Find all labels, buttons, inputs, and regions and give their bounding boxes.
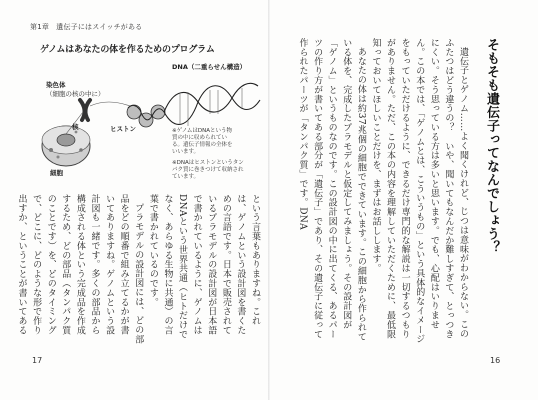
- paragraph: という言葉もありますね。これは、ゲノムという設計図を書くための言語です。日本で販売されているプラモデルの設計図が日本語で書かれているように、ゲノムはDNAという世界共通（ヒトだけでなく、あらゆる生物に共通）の言葉で書かれているのです。: [147, 194, 260, 339]
- label-dna: DNA（二重らせん構造）: [172, 63, 247, 71]
- cell-icon: [42, 123, 90, 166]
- page-number-right: 16: [490, 356, 501, 365]
- page-number-left: 17: [32, 356, 43, 365]
- section-heading: そもそも遺伝子ってなんでしょう？: [484, 38, 499, 254]
- label-chromosome-sub: （細胞の核の中に）: [46, 90, 105, 98]
- chromosome-icon: [80, 100, 90, 120]
- genome-figure: [38, 40, 266, 190]
- paragraph: あなたの体は約37兆個の細胞でできています。この細胞から作られている体を、完成したプラモデルと仮定してみましょう。その設計図が「ゲノム」というものなのです。この設計図の中に出てくる、あるパーツの作り方が書いてある部分が「遺伝子」であり、その遺伝子に従って作られたパーツが「タンパク質」です。DNA: [297, 38, 366, 342]
- book-gutter: [268, 0, 270, 400]
- running-head: 第1章 遺伝子にはスイッチがある: [30, 23, 143, 31]
- label-cell: 細胞: [50, 169, 63, 177]
- left-page-body: [16, 194, 262, 344]
- dna-helix-icon: [164, 83, 260, 126]
- right-page-body: [296, 38, 470, 344]
- figure-title: ゲノムはあなたの体を作るためのプログラム: [40, 45, 215, 55]
- histone-icon: [127, 105, 165, 127]
- label-nucleus: 核: [72, 123, 79, 131]
- label-chromosome: 染色体: [46, 81, 66, 89]
- note-dna: ※ゲノムはDNAという物質の中に収められている。遺伝子情報の全体をいいます。: [172, 128, 233, 156]
- note-histone: ※DNAはヒストンというタンパク質に巻きつけて収納されています。: [172, 160, 244, 181]
- paragraph: 遺伝子とゲノム……よく聞くけれど、じつは意味がわからない。このふたつはどう違うの？ いや、聞いてもなんだか難しすぎて、とっつきにくい。そう思っている方は多いと思います。でも、心配はいりません。この本では、「ゲノムとは、こういうもの」という具体的なイメージをもっていただけるように、できるだけ専門的な解説は一切するつもりがありません。ただ、この本の内容を理解していただくために、最低限知っておいてほしいことだけを、まずはお話しします。: [370, 38, 468, 344]
- paragraph: プラモデルの設計図には、どの部品をどの順番で組み立てるかが書いてありますね。ゲノムという設計図も一緒です。多くの部品から構成される体という完成品を作成するため、どの部品（タンパク質のことです）を、どのタイミングで、どこに、どのような形で作り出すか、ということが書いてある: [16, 194, 144, 344]
- label-histone: ヒストン: [110, 125, 136, 133]
